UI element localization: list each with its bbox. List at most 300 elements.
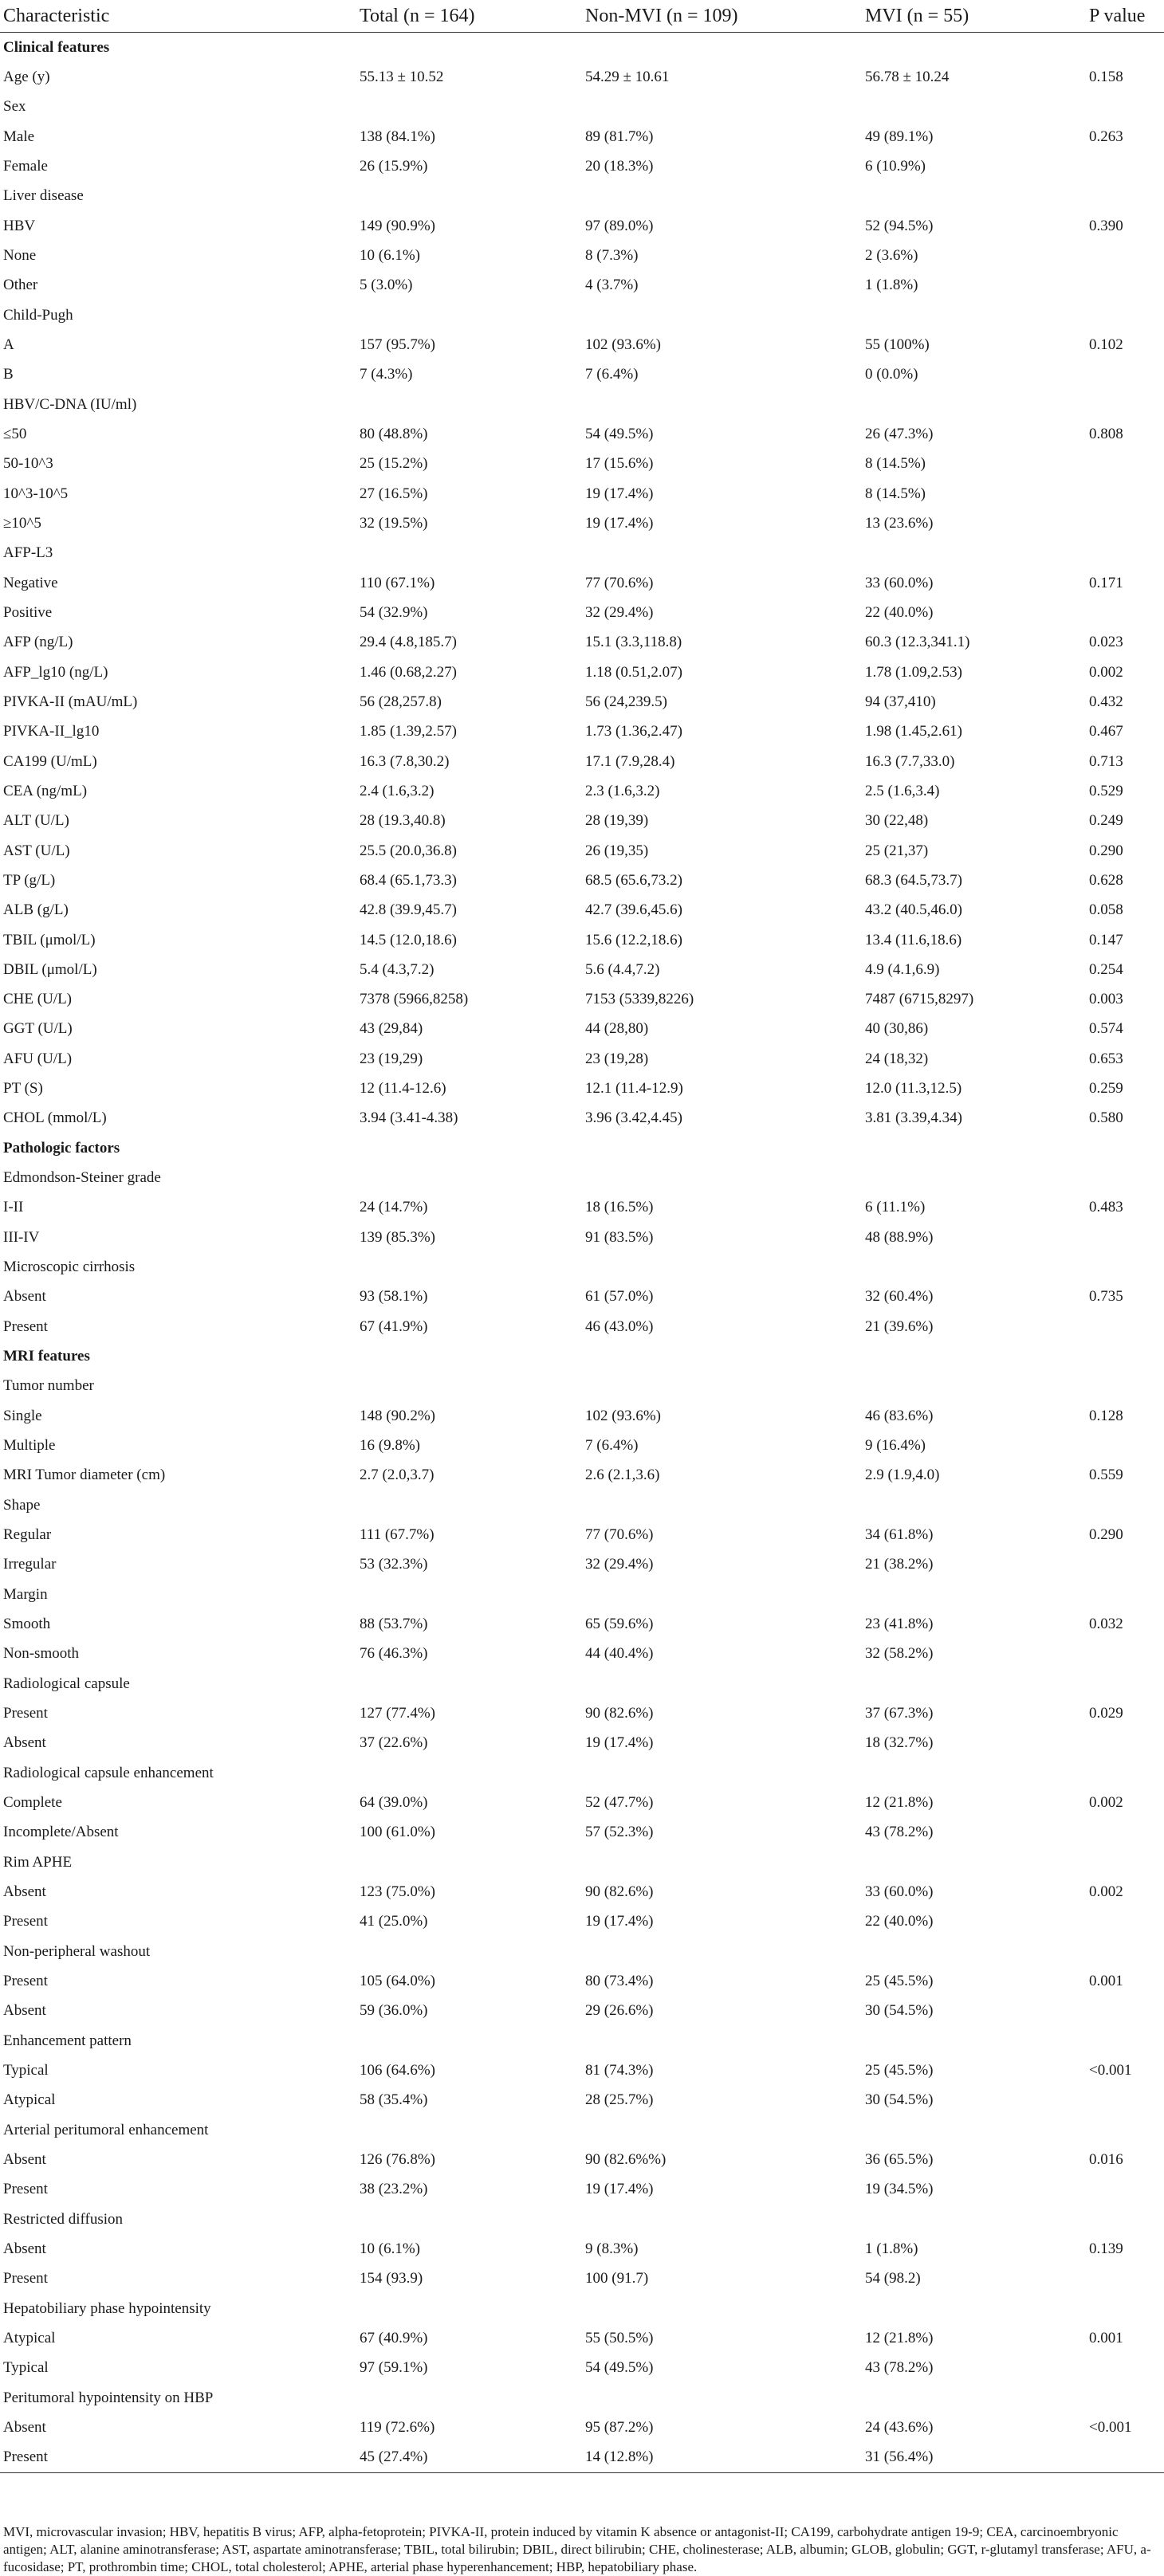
cell-non-mvi: 15.1 (3.3,118.8) bbox=[585, 634, 682, 651]
cell-characteristic: Other bbox=[3, 277, 38, 294]
cell-non-mvi: 14 (12.8%) bbox=[582, 2443, 862, 2473]
cell-characteristic: TBIL (μmol/L) bbox=[3, 931, 96, 948]
cell-p-value: 0.735 bbox=[1089, 1288, 1123, 1306]
cell-mvi bbox=[862, 1758, 1086, 1788]
cell-characteristic: Enhancement pattern bbox=[3, 2032, 132, 2049]
table-row bbox=[0, 687, 1164, 717]
cell-total bbox=[356, 1848, 582, 1877]
cell-p-value bbox=[1086, 182, 1164, 211]
table-row bbox=[0, 1937, 1164, 1966]
cell-characteristic: Sex bbox=[3, 98, 26, 116]
cell-total bbox=[356, 1669, 582, 1698]
cell-mvi: 2.5 (1.6,3.4) bbox=[865, 782, 940, 799]
cell-mvi: 2.9 (1.9,4.0) bbox=[865, 1467, 940, 1484]
cell-p-value: 0.158 bbox=[1089, 68, 1123, 85]
cell-p-value: 0.171 bbox=[1089, 574, 1123, 591]
cell-non-mvi bbox=[582, 1758, 862, 1788]
cell-characteristic: Typical bbox=[3, 2061, 49, 2079]
cell-p-value bbox=[1086, 1639, 1164, 1669]
table-row bbox=[0, 271, 1164, 300]
cell-non-mvi bbox=[582, 2383, 862, 2413]
cell-p-value: 0.529 bbox=[1089, 782, 1123, 799]
cell-p-value: 0.559 bbox=[1089, 1467, 1123, 1484]
cell-non-mvi: 20 (18.3%) bbox=[585, 157, 654, 175]
table-row bbox=[0, 2175, 1164, 2205]
table-row bbox=[0, 1788, 1164, 1817]
cell-p-value: <0.001 bbox=[1089, 2418, 1132, 2436]
cell-mvi: 1 (1.8%) bbox=[865, 277, 918, 294]
cell-characteristic: PT (S) bbox=[3, 1080, 43, 1098]
cell-non-mvi: 57 (52.3%) bbox=[585, 1824, 654, 1841]
cell-p-value: 0.254 bbox=[1089, 960, 1123, 978]
cell-total: 3.94 (3.41-4.38) bbox=[360, 1109, 458, 1127]
table-row bbox=[0, 419, 1164, 449]
cell-mvi bbox=[862, 1372, 1086, 1401]
cell-total: 7378 (5966,8258) bbox=[360, 991, 469, 1008]
cell-p-value bbox=[1086, 2354, 1164, 2383]
cell-p-value: <0.001 bbox=[1089, 2061, 1132, 2079]
cell-total: 93 (58.1%) bbox=[360, 1288, 428, 1306]
cell-p-value bbox=[1086, 2264, 1164, 2294]
cell-mvi: 30 (54.5%) bbox=[865, 2002, 934, 2020]
cell-total: 23 (19,29) bbox=[360, 1050, 423, 1067]
cell-characteristic: 50-10^3 bbox=[3, 455, 53, 473]
cell-characteristic: Irregular bbox=[3, 1556, 57, 1573]
cell-mvi bbox=[862, 300, 1086, 330]
cell-total bbox=[356, 1490, 582, 1520]
cell-mvi bbox=[862, 390, 1086, 419]
cell-non-mvi: 17.1 (7.9,28.4) bbox=[585, 752, 675, 770]
cell-non-mvi: 97 (89.0%) bbox=[585, 217, 654, 234]
cell-total: 100 (61.0%) bbox=[360, 1824, 435, 1841]
cell-p-value: 0.002 bbox=[1089, 1883, 1123, 1900]
cell-characteristic: Positive bbox=[3, 603, 53, 621]
cell-non-mvi bbox=[582, 300, 862, 330]
cell-mvi: 8 (14.5%) bbox=[865, 485, 926, 502]
cell-p-value: 0.483 bbox=[1089, 1199, 1123, 1216]
cell-mvi: 34 (61.8%) bbox=[865, 1526, 934, 1544]
cell-total: 88 (53.7%) bbox=[360, 1616, 428, 1633]
cell-characteristic: Regular bbox=[3, 1526, 52, 1544]
cell-characteristic: Liver disease bbox=[3, 187, 84, 205]
cell-total: 157 (95.7%) bbox=[360, 336, 435, 353]
cell-p-value bbox=[1086, 1729, 1164, 1758]
cell-non-mvi bbox=[582, 390, 862, 419]
cell-p-value bbox=[1086, 2026, 1164, 2056]
cell-characteristic: Absent bbox=[3, 2002, 46, 2020]
cell-total: 68.4 (65.1,73.3) bbox=[360, 871, 457, 889]
cell-mvi bbox=[862, 182, 1086, 211]
cell-total: 56 (28,257.8) bbox=[360, 693, 442, 710]
cell-mvi: 6 (10.9%) bbox=[865, 157, 926, 175]
table-row bbox=[0, 2115, 1164, 2145]
cell-total bbox=[356, 1372, 582, 1401]
cell-total bbox=[356, 2115, 582, 2145]
cell-mvi: 24 (18,32) bbox=[865, 1050, 929, 1067]
cell-non-mvi: 68.5 (65.6,73.2) bbox=[585, 871, 682, 889]
cell-p-value: 0.808 bbox=[1089, 425, 1123, 442]
cell-characteristic: Incomplete/Absent bbox=[3, 1824, 119, 1841]
cell-non-mvi bbox=[582, 1163, 862, 1192]
cell-non-mvi: 19 (17.4%) bbox=[585, 1734, 654, 1752]
table-row bbox=[0, 896, 1164, 925]
table-row bbox=[0, 1431, 1164, 1460]
cell-p-value bbox=[1086, 300, 1164, 330]
cell-characteristic: Age (y) bbox=[3, 68, 50, 85]
cell-non-mvi bbox=[582, 2115, 862, 2145]
cell-mvi bbox=[862, 1490, 1086, 1520]
cell-characteristic: Absent bbox=[3, 2240, 46, 2257]
cell-non-mvi: 9 (8.3%) bbox=[585, 2240, 639, 2257]
cell-non-mvi: 102 (93.6%) bbox=[585, 1407, 661, 1424]
cell-non-mvi: 2.6 (2.1,3.6) bbox=[585, 1467, 660, 1484]
cell-characteristic: CA199 (U/mL) bbox=[3, 752, 97, 770]
cell-p-value bbox=[1086, 2175, 1164, 2205]
cell-characteristic: Absent bbox=[3, 1288, 46, 1306]
table-row bbox=[0, 1223, 1164, 1252]
cell-total: 37 (22.6%) bbox=[360, 1734, 428, 1752]
cell-total: 123 (75.0%) bbox=[360, 1883, 435, 1900]
cell-p-value: 0.002 bbox=[1089, 1794, 1123, 1812]
cell-mvi: 43 (78.2%) bbox=[865, 1824, 934, 1841]
cell-mvi: 33 (60.0%) bbox=[865, 574, 934, 591]
cell-characteristic: Present bbox=[3, 1972, 48, 1989]
cell-characteristic: AST (U/L) bbox=[3, 842, 70, 859]
cell-p-value bbox=[1086, 450, 1164, 479]
cell-mvi bbox=[862, 2205, 1086, 2234]
cell-characteristic: Present bbox=[3, 1913, 48, 1930]
cell-characteristic: Female bbox=[3, 157, 48, 175]
cell-non-mvi: 102 (93.6%) bbox=[585, 336, 661, 353]
cell-mvi bbox=[862, 1848, 1086, 1877]
cell-p-value: 0.058 bbox=[1089, 901, 1123, 919]
cell-mvi: 23 (41.8%) bbox=[865, 1616, 934, 1633]
cell-mvi: 48 (88.9%) bbox=[865, 1228, 934, 1246]
cell-mvi: 43 (78.2%) bbox=[865, 2359, 934, 2377]
cell-characteristic: ≥10^5 bbox=[3, 514, 41, 532]
cell-mvi bbox=[862, 92, 1086, 122]
cell-p-value bbox=[1086, 1669, 1164, 1698]
cell-characteristic: Radiological capsule bbox=[3, 1675, 130, 1692]
cell-characteristic: Child-Pugh bbox=[3, 306, 73, 324]
cell-total bbox=[356, 1937, 582, 1966]
cell-mvi: 12 (21.8%) bbox=[865, 2329, 934, 2346]
cell-total: 1.85 (1.39,2.57) bbox=[360, 723, 457, 740]
cell-total: 43 (29,84) bbox=[360, 1020, 423, 1038]
cell-non-mvi bbox=[582, 1669, 862, 1698]
cell-p-value: 0.102 bbox=[1089, 336, 1123, 353]
cell-characteristic: Microscopic cirrhosis bbox=[3, 1259, 136, 1276]
table-row bbox=[0, 1997, 1164, 2026]
cell-p-value: 0.290 bbox=[1089, 842, 1123, 859]
cell-p-value bbox=[1086, 1341, 1164, 1371]
table-row bbox=[0, 985, 1164, 1015]
cell-p-value bbox=[1086, 1163, 1164, 1192]
cell-mvi: 12.0 (11.3,12.5) bbox=[865, 1080, 962, 1098]
cell-non-mvi: 81 (74.3%) bbox=[585, 2061, 654, 2079]
cell-non-mvi: 19 (17.4%) bbox=[585, 514, 654, 532]
cell-total: 32 (19.5%) bbox=[360, 514, 428, 532]
table-row bbox=[0, 1372, 1164, 1401]
table-footnote: MVI, microvascular invasion; HBV, hepatitis B virus; AFP, alpha-fetoprotein; PIVKA-II, protein induced by vitamin K absence or antagonist-II; CA199, carbohydrate antigen 19-9; CEA, carcinoembryonic antigen; ALT, alanine aminotransferase; AST, aspartate aminotransferase; TBIL, total bilirubin; DBIL, direct bilirubin; CHE, cholinesterase; ALB, albumin; GLOB, globulin; GGT, r-glutamyl transferase; AFU, a-fucosidase; PT, prothrombin time; CHOL, total cholesterol; APHE, arterial phase hyperenhancement; HBP, hepatobiliary phase. bbox=[3, 2524, 1151, 2574]
cell-non-mvi: 100 (91.7) bbox=[585, 2270, 649, 2287]
cell-mvi: 40 (30,86) bbox=[865, 1020, 929, 1038]
cell-non-mvi: 77 (70.6%) bbox=[585, 1526, 654, 1544]
table-row bbox=[0, 390, 1164, 419]
cell-characteristic: Clinical features bbox=[3, 38, 110, 56]
cell-mvi: 7487 (6715,8297) bbox=[865, 991, 974, 1008]
cell-mvi bbox=[862, 1937, 1086, 1966]
cell-p-value bbox=[1086, 360, 1164, 390]
table-row bbox=[0, 151, 1164, 181]
cell-non-mvi bbox=[582, 1341, 862, 1371]
cell-non-mvi: 28 (25.7%) bbox=[585, 2091, 654, 2109]
table-row bbox=[0, 2205, 1164, 2234]
cell-characteristic: Restricted diffusion bbox=[3, 2210, 124, 2228]
cell-total: 80 (48.8%) bbox=[360, 425, 428, 442]
table-row bbox=[0, 1015, 1164, 1044]
cell-characteristic: Radiological capsule enhancement bbox=[3, 1764, 214, 1781]
table-row bbox=[0, 866, 1164, 895]
cell-p-value bbox=[1086, 509, 1164, 538]
cell-total: 41 (25.0%) bbox=[360, 1913, 428, 1930]
table-row bbox=[0, 2443, 1164, 2473]
cell-total: 25 (15.2%) bbox=[360, 455, 428, 473]
cell-mvi: 31 (56.4%) bbox=[862, 2443, 1086, 2473]
cell-total: 55.13 ± 10.52 bbox=[360, 68, 444, 85]
cell-total bbox=[356, 390, 582, 419]
cell-non-mvi: 23 (19,28) bbox=[585, 1050, 649, 1067]
cell-p-value bbox=[1086, 1312, 1164, 1341]
cell-total bbox=[356, 300, 582, 330]
cell-p-value: 0.147 bbox=[1089, 931, 1123, 948]
cell-characteristic: Peritumoral hypointensity on HBP bbox=[3, 2389, 214, 2406]
cell-non-mvi: 77 (70.6%) bbox=[585, 574, 654, 591]
cell-p-value: 0.713 bbox=[1089, 752, 1123, 770]
table-row bbox=[0, 1282, 1164, 1312]
header-row bbox=[0, 0, 1164, 33]
table-row bbox=[0, 807, 1164, 836]
cell-total: 26 (15.9%) bbox=[360, 157, 428, 175]
cell-non-mvi: 2.3 (1.6,3.2) bbox=[585, 782, 660, 799]
cell-p-value: 0.467 bbox=[1089, 723, 1123, 740]
cell-total bbox=[356, 2294, 582, 2323]
cell-p-value bbox=[1086, 1580, 1164, 1609]
cell-mvi bbox=[862, 1252, 1086, 1282]
cell-mvi: 12 (21.8%) bbox=[865, 1794, 934, 1812]
cell-mvi: 8 (14.5%) bbox=[865, 455, 926, 473]
cell-total: 2.7 (2.0,3.7) bbox=[360, 1467, 435, 1484]
cell-mvi: 56.78 ± 10.24 bbox=[865, 68, 950, 85]
table-row bbox=[0, 1163, 1164, 1192]
cell-characteristic: HBV bbox=[3, 217, 36, 234]
cell-total: 67 (41.9%) bbox=[360, 1317, 428, 1335]
table-row bbox=[0, 182, 1164, 211]
cell-mvi: 54 (98.2) bbox=[865, 2270, 921, 2287]
cell-total bbox=[356, 2026, 582, 2056]
cell-p-value: 0.139 bbox=[1089, 2240, 1123, 2257]
cell-p-value bbox=[1086, 33, 1164, 63]
table-row bbox=[0, 62, 1164, 92]
table-row bbox=[0, 1848, 1164, 1877]
header-non-mvi: Non-MVI (n = 109) bbox=[582, 0, 862, 33]
table-row bbox=[0, 1312, 1164, 1341]
cell-non-mvi: 18 (16.5%) bbox=[585, 1199, 654, 1216]
cell-mvi: 2 (3.6%) bbox=[865, 246, 918, 264]
cell-total: 154 (93.9) bbox=[360, 2270, 423, 2287]
cell-mvi: 26 (47.3%) bbox=[865, 425, 934, 442]
cell-non-mvi bbox=[582, 2205, 862, 2234]
cell-mvi: 52 (94.5%) bbox=[865, 217, 934, 234]
cell-non-mvi bbox=[582, 1252, 862, 1282]
cell-characteristic: Shape bbox=[3, 1496, 41, 1514]
cell-p-value: 0.023 bbox=[1089, 634, 1123, 651]
cell-total: 5.4 (4.3,7.2) bbox=[360, 960, 435, 978]
cell-non-mvi: 91 (83.5%) bbox=[585, 1228, 654, 1246]
cell-mvi: 37 (67.3%) bbox=[865, 1705, 934, 1722]
cell-non-mvi: 80 (73.4%) bbox=[585, 1972, 654, 1989]
cell-non-mvi: 32 (29.4%) bbox=[585, 603, 654, 621]
cell-p-value: 0.290 bbox=[1089, 1526, 1123, 1544]
cell-p-value bbox=[1086, 1848, 1164, 1877]
table-row bbox=[0, 509, 1164, 538]
cell-total: 14.5 (12.0,18.6) bbox=[360, 931, 457, 948]
cell-characteristic: Tumor number bbox=[3, 1377, 94, 1395]
cell-total: 16 (9.8%) bbox=[360, 1437, 420, 1455]
table-row bbox=[0, 1044, 1164, 1074]
cell-non-mvi: 7 (6.4%) bbox=[585, 1437, 639, 1455]
cell-p-value bbox=[1086, 390, 1164, 419]
section-row bbox=[0, 1341, 1164, 1371]
cell-mvi: 33 (60.0%) bbox=[865, 1883, 934, 1900]
cell-p-value bbox=[1086, 92, 1164, 122]
cell-mvi: 24 (43.6%) bbox=[865, 2418, 934, 2436]
cell-mvi: 21 (39.6%) bbox=[865, 1317, 934, 1335]
cell-total: 111 (67.7%) bbox=[360, 1526, 435, 1544]
cell-non-mvi: 46 (43.0%) bbox=[585, 1317, 654, 1335]
table-row bbox=[0, 2234, 1164, 2264]
cell-non-mvi: 5.6 (4.4,7.2) bbox=[585, 960, 660, 978]
cell-p-value: 0.032 bbox=[1089, 1616, 1123, 1633]
cell-total: 119 (72.6%) bbox=[360, 2418, 435, 2436]
cell-mvi: 0 (0.0%) bbox=[865, 366, 918, 383]
table-body bbox=[0, 33, 1164, 2473]
cell-mvi: 18 (32.7%) bbox=[865, 1734, 934, 1752]
cell-characteristic: Typical bbox=[3, 2359, 49, 2377]
cell-non-mvi: 29 (26.6%) bbox=[585, 2002, 654, 2020]
cell-characteristic: Complete bbox=[3, 1794, 62, 1812]
cell-total: 27 (16.5%) bbox=[360, 485, 428, 502]
cell-total: 54 (32.9%) bbox=[360, 603, 428, 621]
cell-p-value: 0.574 bbox=[1089, 1020, 1123, 1038]
cell-non-mvi: 19 (17.4%) bbox=[585, 485, 654, 502]
cell-mvi bbox=[862, 2383, 1086, 2413]
cell-non-mvi bbox=[582, 2294, 862, 2323]
cell-non-mvi: 7153 (5339,8226) bbox=[585, 991, 694, 1008]
cell-mvi: 32 (58.2%) bbox=[865, 1645, 934, 1663]
cell-characteristic: Present bbox=[0, 2443, 356, 2473]
cell-characteristic: Edmondson-Steiner grade bbox=[3, 1169, 161, 1187]
cell-total: 42.8 (39.9,45.7) bbox=[360, 901, 457, 919]
cell-mvi: 25 (45.5%) bbox=[865, 2061, 934, 2079]
cell-total: 126 (76.8%) bbox=[360, 2150, 435, 2168]
cell-characteristic: Pathologic factors bbox=[3, 1139, 120, 1156]
cell-p-value bbox=[1086, 1252, 1164, 1282]
table-row bbox=[0, 330, 1164, 359]
cell-p-value bbox=[1086, 2443, 1164, 2473]
cell-total: 106 (64.6%) bbox=[360, 2061, 435, 2079]
cell-p-value bbox=[1086, 1550, 1164, 1580]
cell-p-value bbox=[1086, 539, 1164, 568]
table-row bbox=[0, 2056, 1164, 2085]
table-row bbox=[0, 925, 1164, 955]
cell-characteristic: Present bbox=[3, 1317, 48, 1335]
cell-mvi: 30 (54.5%) bbox=[865, 2091, 934, 2109]
cell-non-mvi bbox=[582, 1848, 862, 1877]
cell-characteristic: ALB (g/L) bbox=[3, 901, 69, 919]
table-row bbox=[0, 122, 1164, 151]
cell-p-value: 0.001 bbox=[1089, 2329, 1123, 2346]
cell-non-mvi bbox=[582, 1580, 862, 1609]
cell-characteristic: GGT (U/L) bbox=[3, 1020, 73, 1038]
cell-non-mvi bbox=[582, 92, 862, 122]
table-row bbox=[0, 92, 1164, 122]
cell-non-mvi: 90 (82.6%) bbox=[585, 1705, 654, 1722]
cell-p-value bbox=[1086, 1431, 1164, 1460]
cell-p-value: 0.128 bbox=[1089, 1407, 1123, 1424]
cell-non-mvi: 61 (57.0%) bbox=[585, 1288, 654, 1306]
cell-mvi: 22 (40.0%) bbox=[865, 603, 934, 621]
cell-non-mvi: 44 (40.4%) bbox=[585, 1645, 654, 1663]
table-row bbox=[0, 836, 1164, 866]
cell-mvi bbox=[862, 1341, 1086, 1371]
cell-total: 64 (39.0%) bbox=[360, 1794, 428, 1812]
cell-mvi: 49 (89.1%) bbox=[865, 128, 934, 145]
cell-mvi: 30 (22,48) bbox=[865, 812, 929, 830]
cell-non-mvi: 32 (29.4%) bbox=[585, 1556, 654, 1573]
cell-p-value: 0.628 bbox=[1089, 871, 1123, 889]
cell-total: 127 (77.4%) bbox=[360, 1705, 435, 1722]
table-row bbox=[0, 1252, 1164, 1282]
cell-characteristic: Atypical bbox=[3, 2091, 56, 2109]
cell-mvi bbox=[862, 33, 1086, 63]
cell-non-mvi bbox=[582, 1372, 862, 1401]
cell-total bbox=[356, 2205, 582, 2234]
cell-p-value bbox=[1086, 1372, 1164, 1401]
cell-non-mvi: 56 (24,239.5) bbox=[585, 693, 667, 710]
cell-p-value bbox=[1086, 598, 1164, 627]
cell-characteristic: PIVKA-II_lg10 bbox=[3, 723, 100, 740]
cell-mvi: 46 (83.6%) bbox=[865, 1407, 934, 1424]
cell-characteristic: A bbox=[3, 336, 14, 353]
header-total: Total (n = 164) bbox=[356, 0, 582, 33]
cell-p-value bbox=[1086, 1907, 1164, 1937]
cell-p-value bbox=[1086, 2205, 1164, 2234]
cell-non-mvi: 90 (82.6%%) bbox=[585, 2150, 667, 2168]
cell-mvi bbox=[862, 2294, 1086, 2323]
cell-mvi: 36 (65.5%) bbox=[865, 2150, 934, 2168]
table-row bbox=[0, 450, 1164, 479]
cell-mvi bbox=[862, 2115, 1086, 2145]
cell-non-mvi bbox=[582, 1133, 862, 1163]
cell-characteristic: MRI features bbox=[3, 1348, 90, 1365]
cell-total: 25.5 (20.0,36.8) bbox=[360, 842, 457, 859]
cell-total: 7 (4.3%) bbox=[360, 366, 413, 383]
cell-total: 139 (85.3%) bbox=[360, 1228, 435, 1246]
cell-mvi: 13.4 (11.6,18.6) bbox=[865, 931, 962, 948]
cell-mvi bbox=[862, 539, 1086, 568]
cell-mvi bbox=[862, 1163, 1086, 1192]
